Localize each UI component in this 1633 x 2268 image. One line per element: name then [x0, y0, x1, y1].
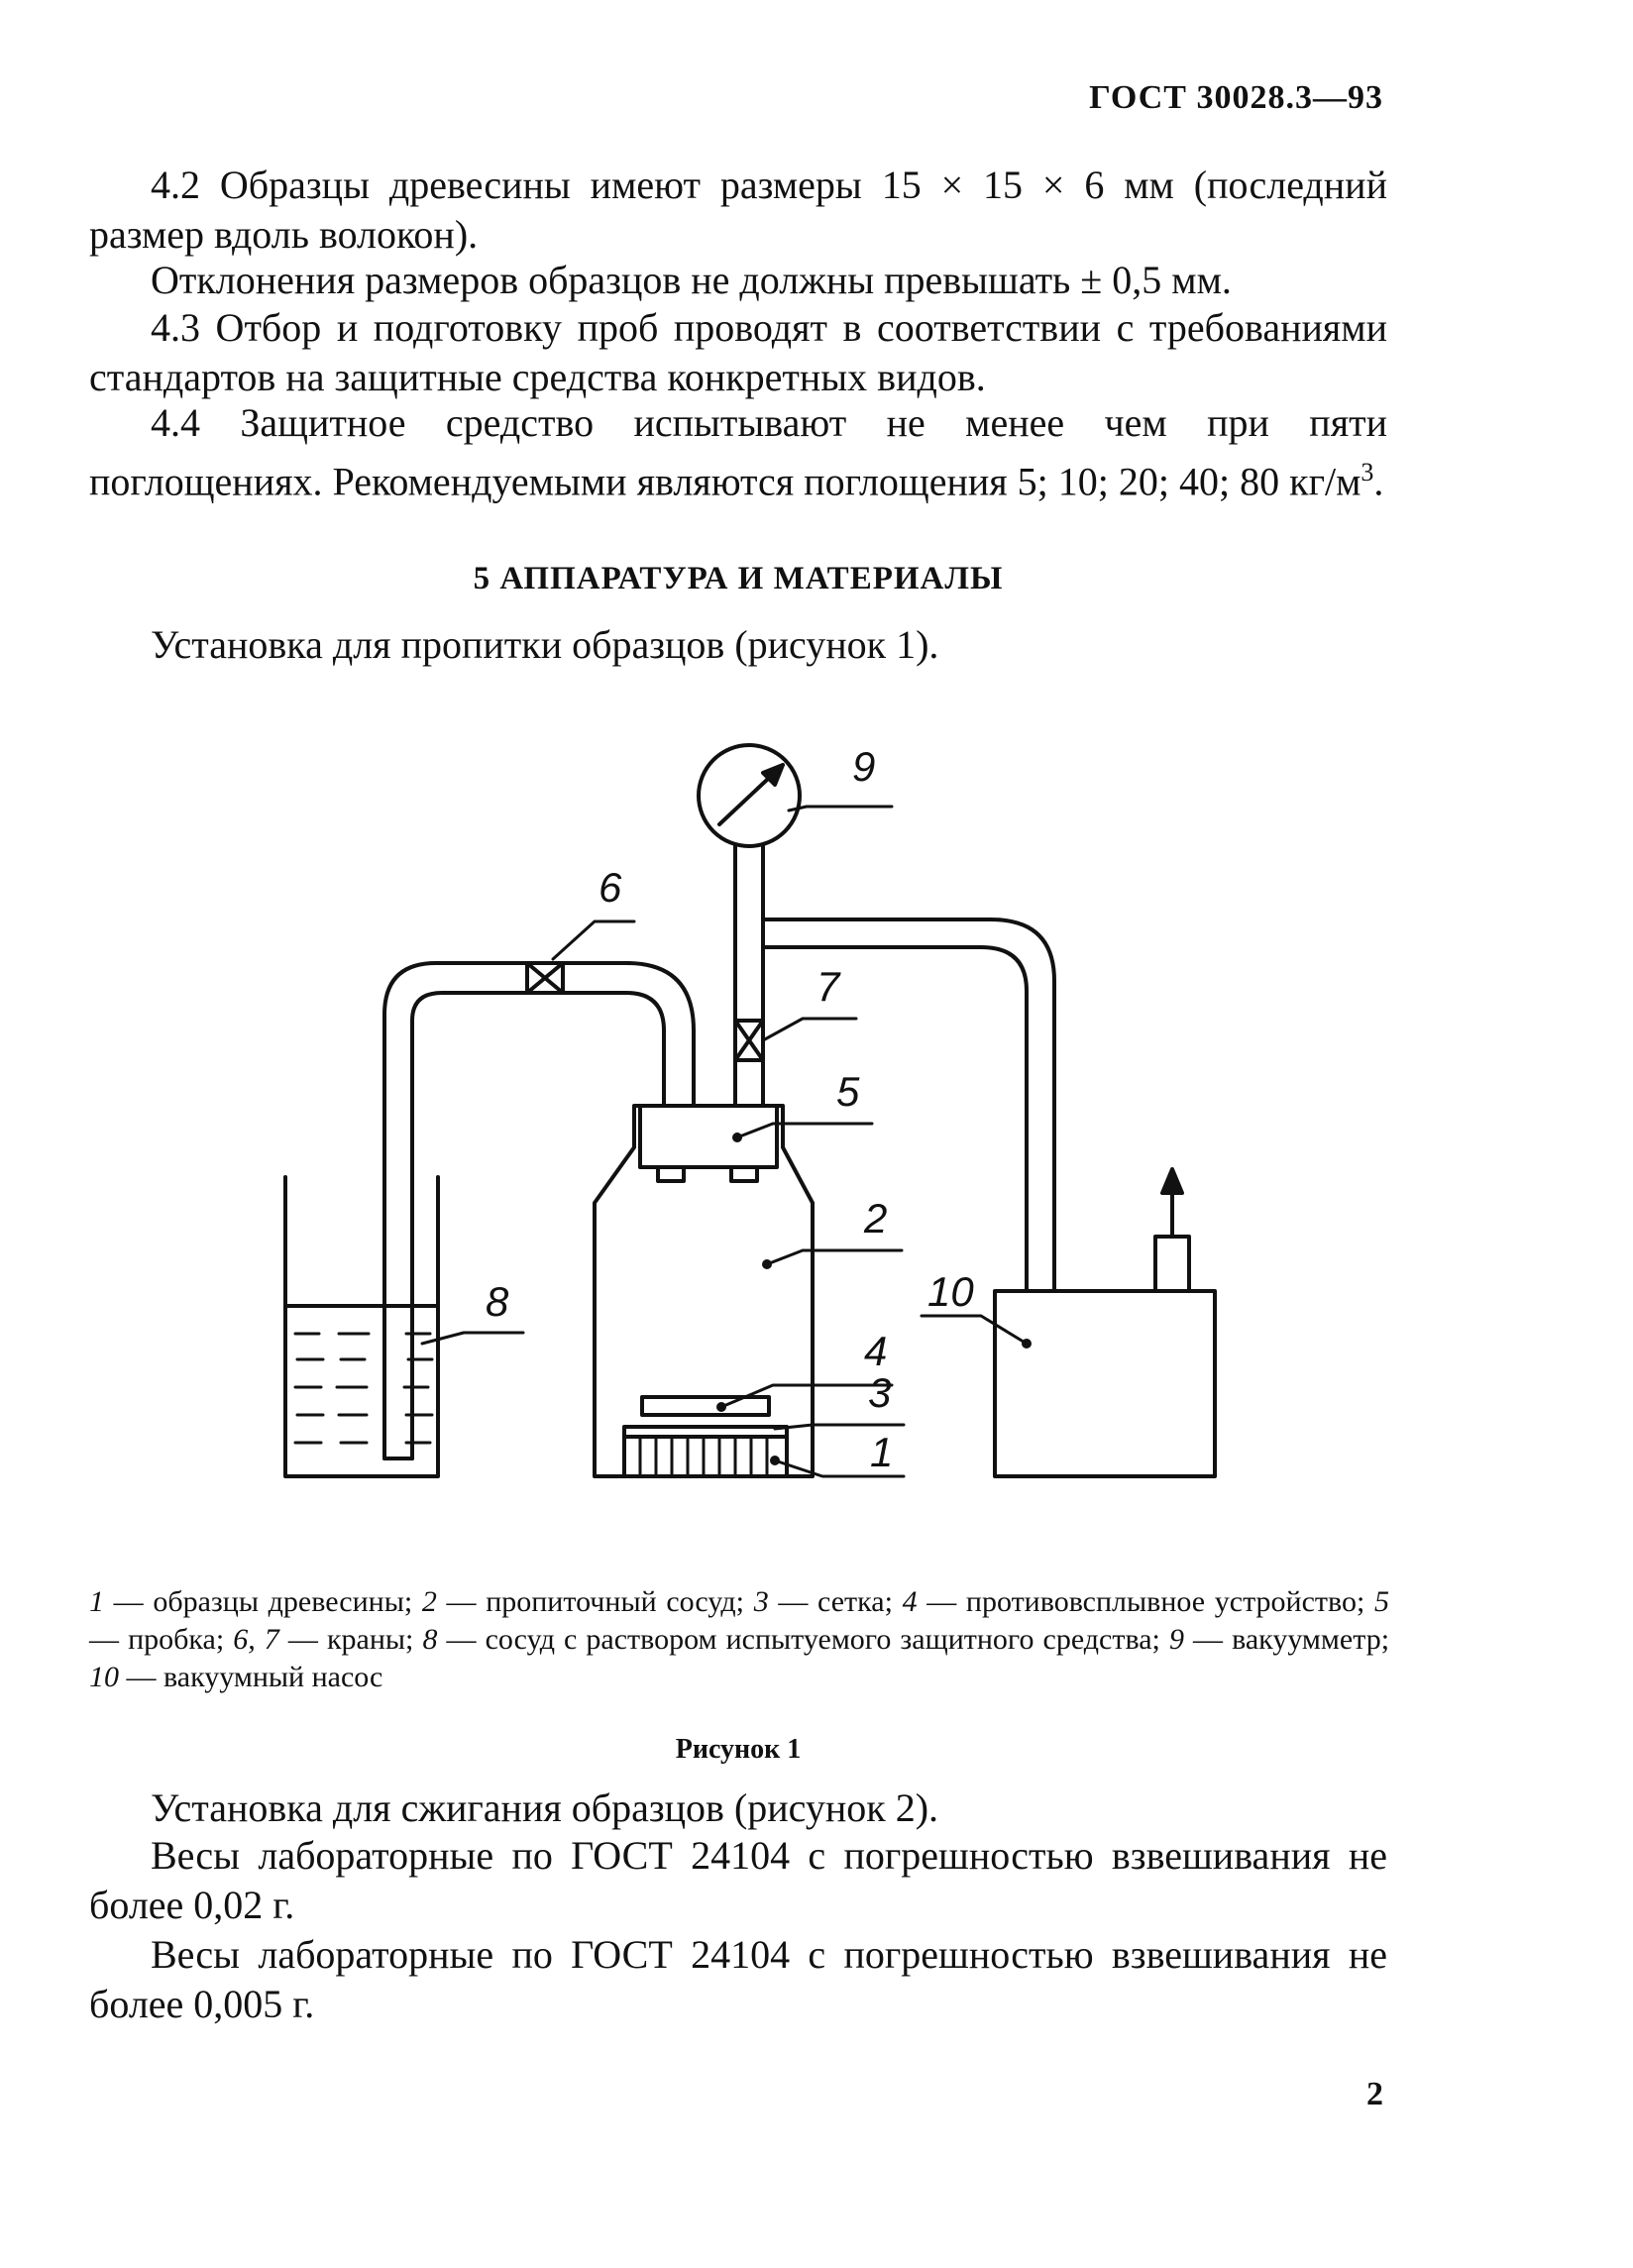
callout-6: 6	[599, 864, 622, 911]
callout-3: 3	[868, 1369, 892, 1416]
section-5-title: 5 АППАРАТУРА И МАТЕРИАЛЫ	[473, 561, 1004, 596]
valve-7	[735, 1021, 763, 1060]
legend-text-6-7: — краны;	[278, 1623, 423, 1656]
legend-text-8: — сосуд с раствором испытуемого защитного средства;	[437, 1623, 1169, 1656]
legend-text-1: — образцы древесины;	[104, 1585, 422, 1618]
paragraph-4-4-text: 4.4 Защитное средство испытывают не менее чем при пяти поглощениях. Рекомендуемыми являются поглощения 5; 10; 20; 40; 80 кг/м	[89, 400, 1387, 504]
paragraph-4-4-end: .	[1373, 459, 1384, 504]
legend-text-5: — пробка;	[89, 1623, 234, 1656]
legend-text-2: — пропиточный сосуд;	[436, 1585, 754, 1618]
legend-text-10: — вакуумный насос	[119, 1661, 383, 1693]
callout-10: 10	[927, 1268, 974, 1315]
pump-pipe	[763, 919, 1054, 1291]
suction-pipe	[384, 963, 694, 1458]
legend-num-8: 8	[422, 1623, 438, 1656]
valve-6	[527, 963, 563, 993]
legend-num-3: 3	[753, 1585, 769, 1618]
callout-8: 8	[486, 1278, 509, 1325]
paragraph-burning-setup: Установка для сжигания образцов (рисунок 2).	[151, 1785, 939, 1830]
section-5-intro: Установка для пропитки образцов (рисунок 1).	[151, 622, 939, 667]
callout-7: 7	[816, 963, 840, 1010]
legend-num-9: 9	[1168, 1623, 1184, 1656]
callout-9: 9	[852, 743, 876, 790]
legend-num-2: 2	[421, 1585, 437, 1618]
callout-2: 2	[864, 1195, 888, 1242]
legend-num-5: 5	[1374, 1585, 1389, 1618]
leader-lines	[422, 807, 1027, 1476]
mesh-and-samples	[624, 1427, 787, 1476]
figure-1-legend	[89, 1583, 1389, 1696]
callout-1: 1	[870, 1429, 894, 1475]
anti-float-device	[642, 1397, 769, 1415]
callout-5: 5	[836, 1068, 860, 1115]
paragraph-scales-0005: Весы лабораторные по ГОСТ 24104 с погрешностью взвешивания не более 0,005 г.	[89, 1932, 1387, 2026]
legend-text-9: — вакуумметр;	[1183, 1623, 1390, 1656]
page-number: 2	[1366, 2076, 1383, 2112]
impregnation-vessel	[595, 1106, 813, 1476]
document-code: ГОСТ 30028.3—93	[1089, 79, 1383, 116]
legend-num-6-7: 6, 7	[233, 1623, 279, 1656]
figure-1-title: Рисунок 1	[675, 1734, 802, 1765]
legend-text-4: — противовсплывное устройство;	[917, 1585, 1374, 1618]
paragraph-scales-002: Весы лабораторные по ГОСТ 24104 с погрешностью взвешивания не более 0,02 г.	[89, 1833, 1387, 1927]
legend-text-3: — сетка;	[768, 1585, 903, 1618]
legend-num-1: 1	[89, 1585, 104, 1618]
unit-superscript: 3	[1361, 458, 1374, 486]
paragraph-4-3: 4.3 Отбор и подготовку проб проводят в соответствии с требованиями стандартов на защитные средства конкретных видов.	[89, 305, 1387, 399]
callout-4: 4	[864, 1328, 888, 1374]
paragraph-4-2: 4.2 Образцы древесины имеют размеры 15 × 15 × 6 мм (последний размер вдоль волокон).	[89, 162, 1387, 257]
legend-num-10: 10	[89, 1661, 119, 1693]
paragraph-4-2-tolerance: Отклонения размеров образцов не должны превышать ± 0,5 мм.	[151, 258, 1232, 302]
solution-vessel	[285, 1177, 438, 1476]
legend-num-4: 4	[902, 1585, 918, 1618]
